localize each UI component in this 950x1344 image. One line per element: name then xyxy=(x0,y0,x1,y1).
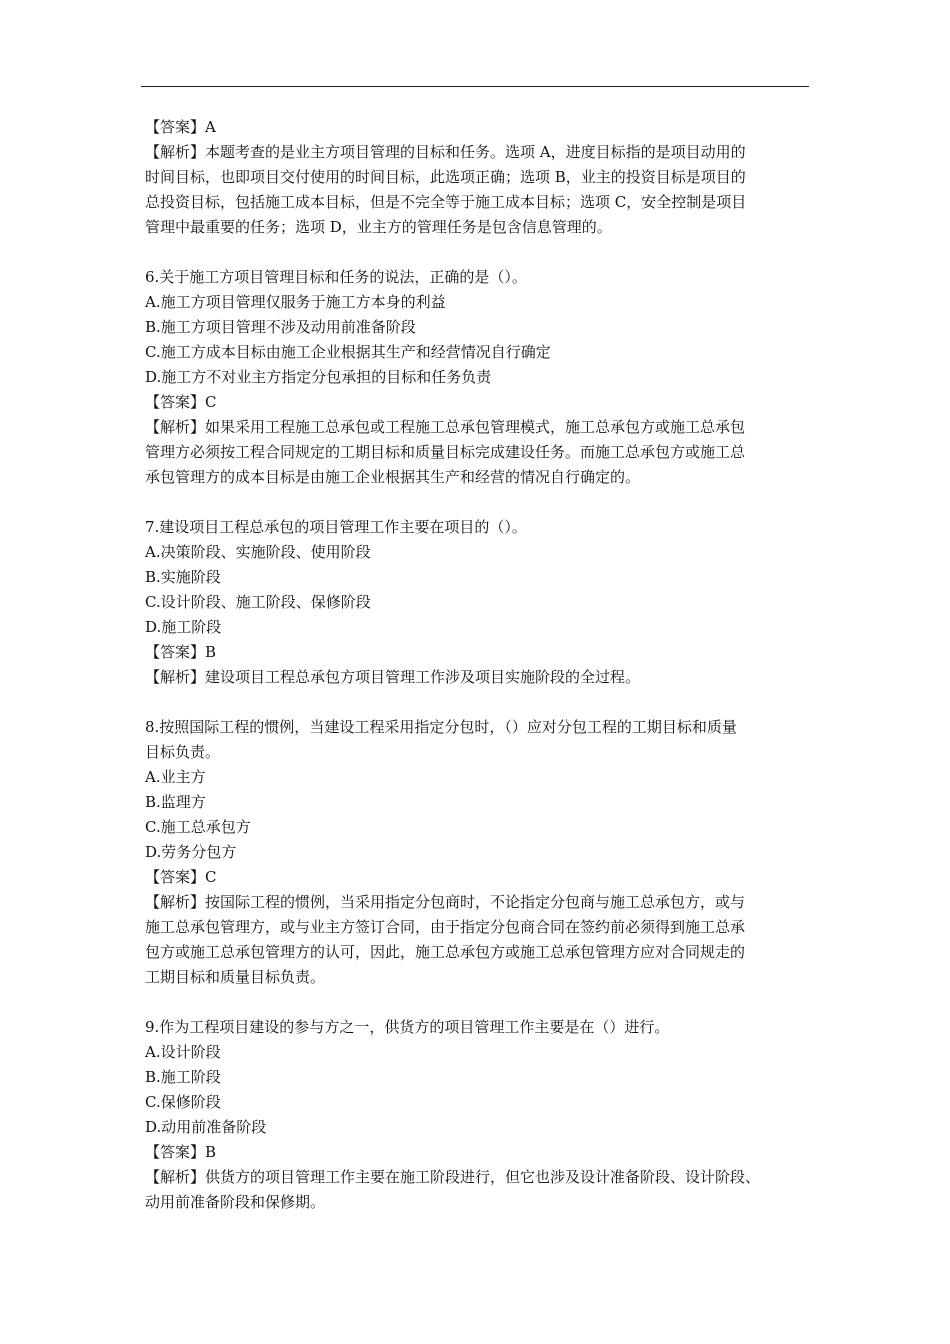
q9-option-b: B.施工阶段 xyxy=(145,1068,221,1086)
q8-question-line-2: 目标负责。 xyxy=(145,743,221,761)
q8-analysis-line-1: 【解析】按国际工程的惯例，当采用指定分包商时，不论指定分包商与施工总承包方，或与 xyxy=(145,893,746,911)
q7-answer: 【答案】B xyxy=(145,643,217,661)
q9-question: 9.作为工程项目建设的参与方之一，供货方的项目管理工作主要是在（）进行。 xyxy=(145,1018,670,1036)
q9-block xyxy=(145,1015,810,1215)
q6-question: 6.关于施工方项目管理目标和任务的说法，正确的是（）。 xyxy=(145,268,527,286)
q7-option-c: C.设计阶段、施工阶段、保修阶段 xyxy=(145,593,371,611)
q8-analysis-line-3: 包方或施工总承包管理方的认可，因此，施工总承包方或施工总承包管理方应对合同规走的 xyxy=(145,943,746,961)
q6-option-d: D.施工方不对业主方指定分包承担的目标和任务负责 xyxy=(145,368,492,386)
q8-analysis-line-2: 施工总承包管理方，或与业主方签订合同，由于指定分包商合同在签约前必须得到施工总承 xyxy=(145,918,746,936)
q6-answer: 【答案】C xyxy=(145,393,217,411)
q5-analysis-line-1: 【解析】本题考查的是业主方项目管理的目标和任务。选项 A，进度目标指的是项目动用的 xyxy=(145,143,746,161)
q9-option-a: A.设计阶段 xyxy=(145,1043,221,1061)
q5-answer: 【答案】A xyxy=(145,118,216,136)
q9-answer: 【答案】B xyxy=(145,1143,217,1161)
q9-analysis-line-1: 【解析】供货方的项目管理工作主要在施工阶段进行，但它也涉及设计准备阶段、设计阶段、 xyxy=(145,1168,761,1186)
q6-analysis-line-2: 管理方必须按工程合同规定的工期目标和质量目标完成建设任务。而施工总承包方或施工总 xyxy=(145,443,746,461)
q8-answer: 【答案】C xyxy=(145,868,217,886)
q5-analysis-line-2: 时间目标，也即项目交付使用的时间目标，此选项正确；选项 B，业主的投资目标是项目的 xyxy=(145,168,746,186)
q9-option-d: D.动用前准备阶段 xyxy=(145,1118,267,1136)
q8-analysis-line-4: 工期目标和质量目标负责。 xyxy=(145,968,326,986)
q7-block xyxy=(145,515,810,690)
q9-option-c: C.保修阶段 xyxy=(145,1093,221,1111)
q6-option-c: C.施工方成本目标由施工企业根据其生产和经营情况自行确定 xyxy=(145,343,551,361)
q8-option-c: C.施工总承包方 xyxy=(145,818,251,836)
q8-option-a: A.业主方 xyxy=(145,768,206,786)
header-rule xyxy=(141,86,809,87)
q7-option-a: A.决策阶段、实施阶段、使用阶段 xyxy=(145,543,371,561)
q5-analysis-line-3: 总投资目标，包括施工成本目标，但是不完全等于施工成本目标；选项 C，安全控制是项目 xyxy=(145,193,747,211)
q8-block xyxy=(145,715,810,990)
q7-option-b: B.实施阶段 xyxy=(145,568,221,586)
q7-analysis-line-1: 【解析】建设项目工程总承包方项目管理工作涉及项目实施阶段的全过程。 xyxy=(145,668,641,686)
q8-option-d: D.劳务分包方 xyxy=(145,843,237,861)
q6-option-b: B.施工方项目管理不涉及动用前准备阶段 xyxy=(145,318,416,336)
q7-option-d: D.施工阶段 xyxy=(145,618,222,636)
q8-option-b: B.监理方 xyxy=(145,793,206,811)
q5-block xyxy=(145,115,810,240)
q6-analysis-line-1: 【解析】如果采用工程施工总承包或工程施工总承包管理模式，施工总承包方或施工总承包 xyxy=(145,418,746,436)
q5-analysis-line-4: 管理中最重要的任务；选项 D，业主方的管理任务是包含信息管理的。 xyxy=(145,218,612,236)
q6-block xyxy=(145,265,810,490)
q7-question: 7.建设项目工程总承包的项目管理工作主要在项目的（）。 xyxy=(145,518,527,536)
q9-analysis-line-2: 动用前准备阶段和保修期。 xyxy=(145,1193,326,1211)
q6-option-a: A.施工方项目管理仅服务于施工方本身的利益 xyxy=(145,293,446,311)
q6-analysis-line-3: 承包管理方的成本目标是由施工企业根据其生产和经营的情况自行确定的。 xyxy=(145,468,641,486)
q8-question-line-1: 8.按照国际工程的惯例，当建设工程采用指定分包时，（）应对分包工程的工期目标和质量 xyxy=(145,718,737,736)
document-body xyxy=(145,115,810,1215)
